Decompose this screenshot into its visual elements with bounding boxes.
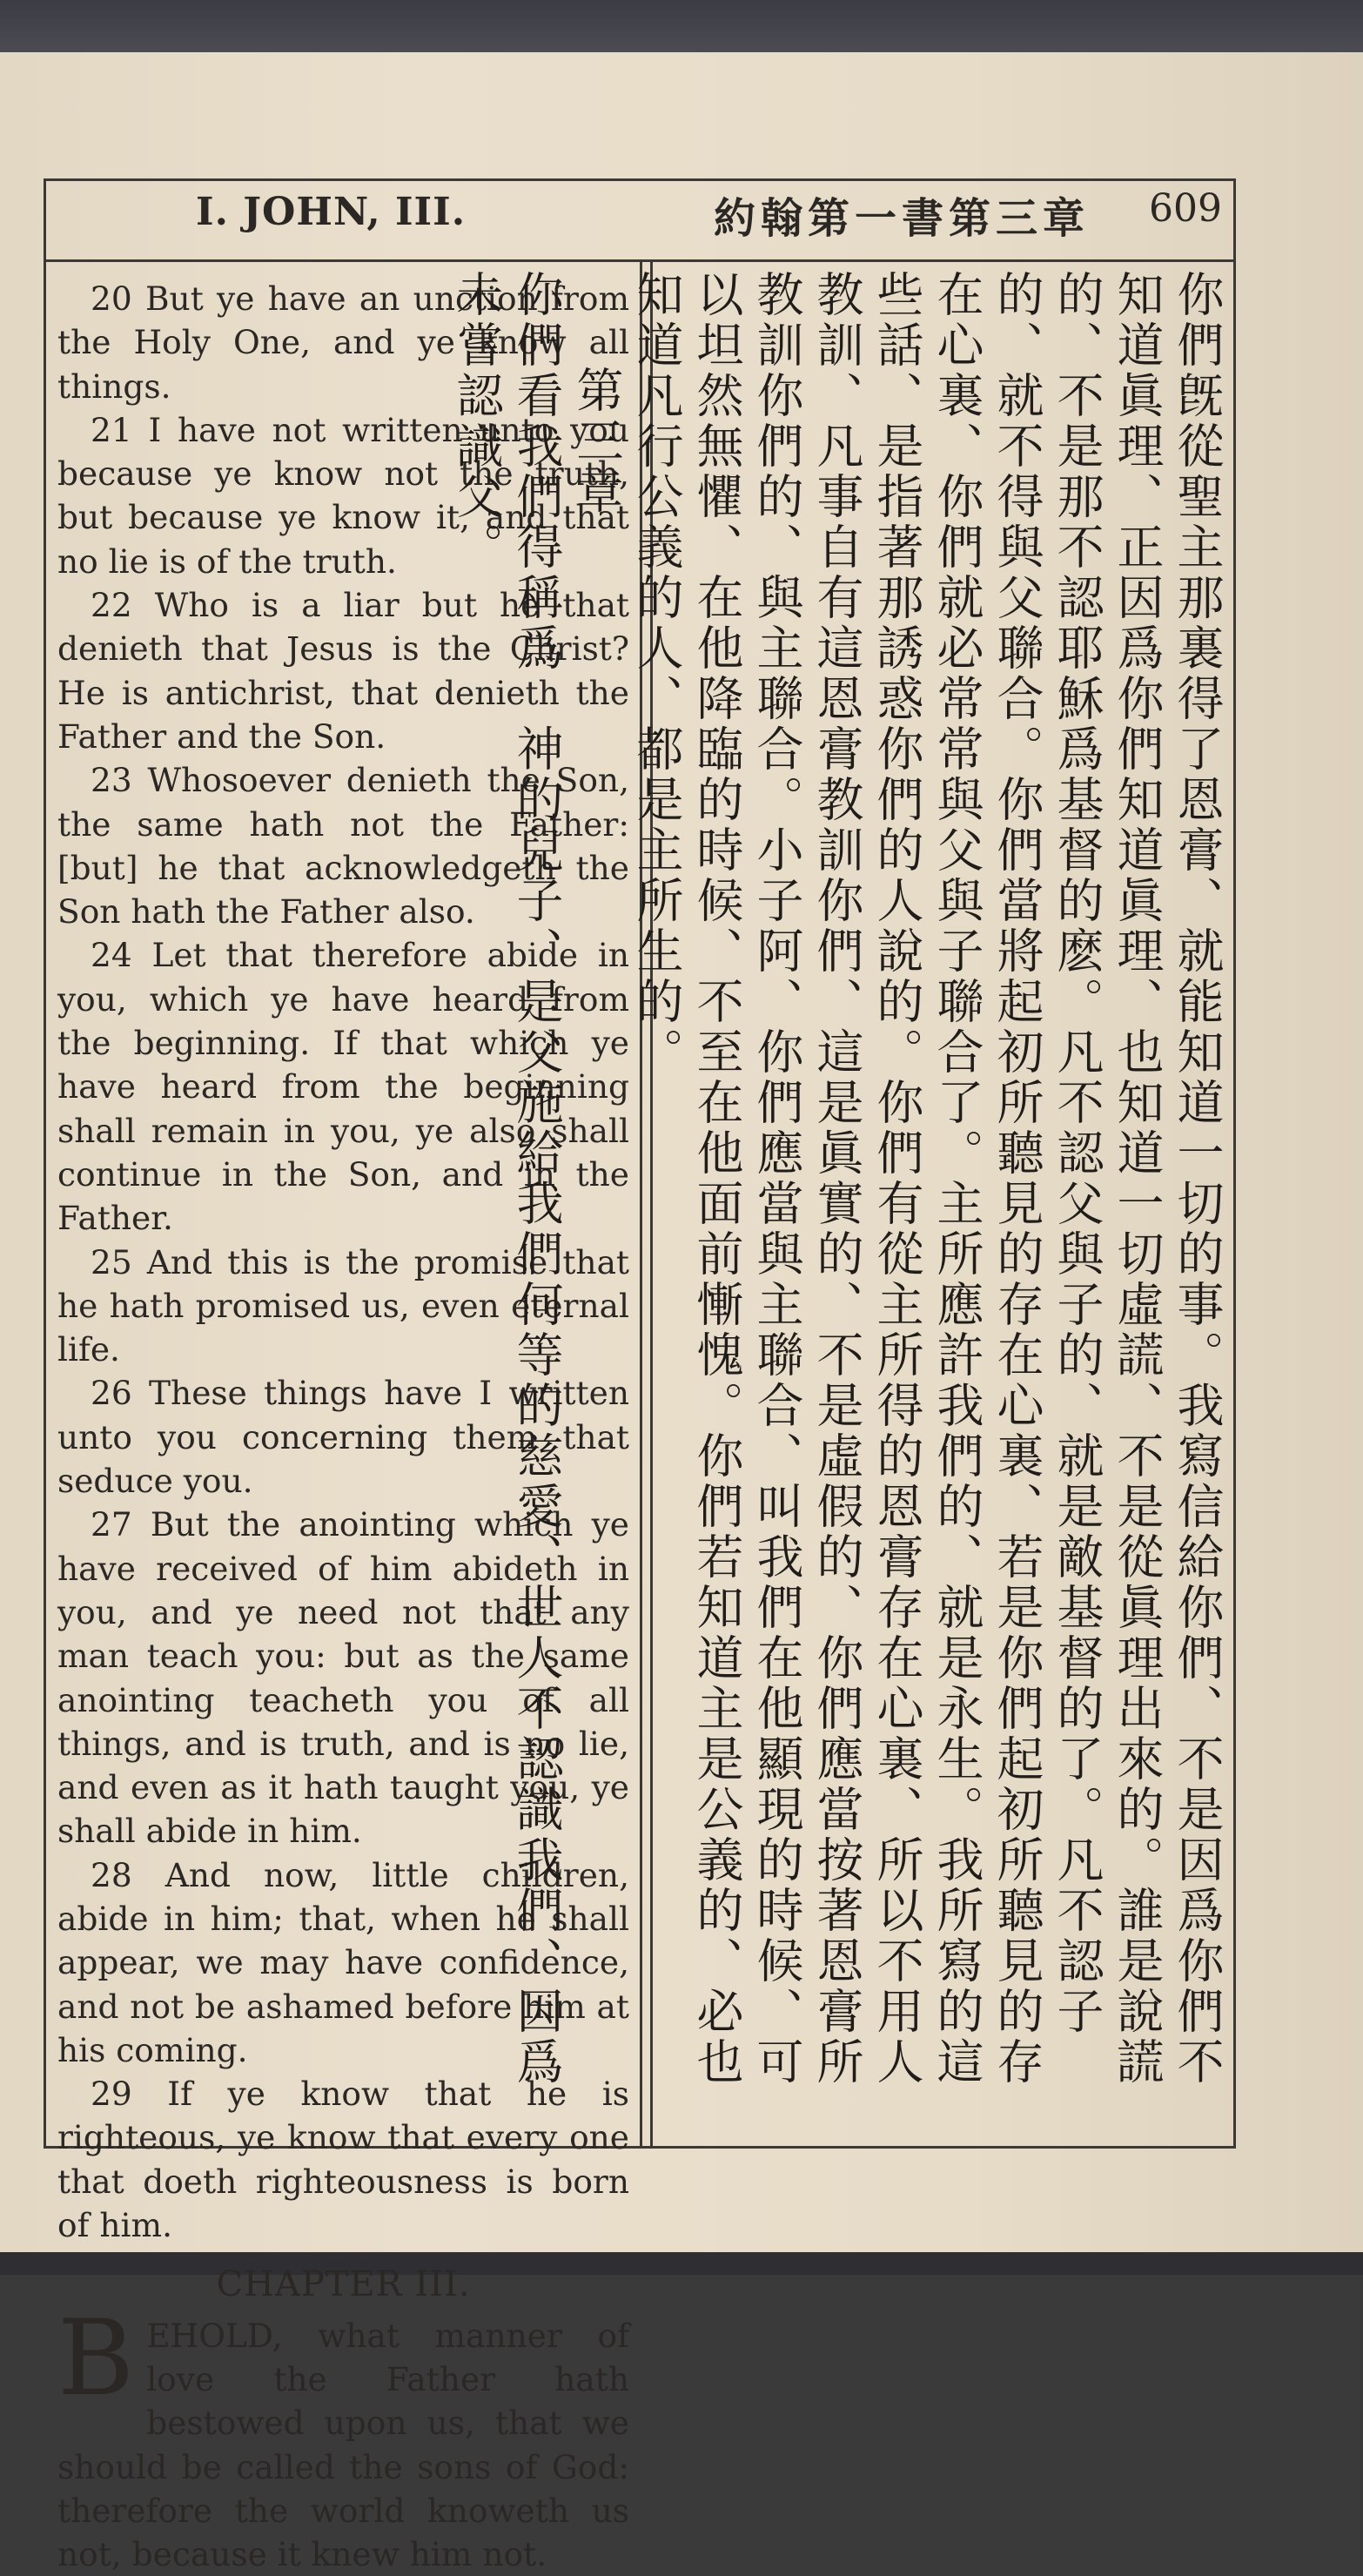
chapter-heading: CHAPTER III. [216, 2264, 471, 2305]
verse-22: 22 Who is a liar but he that denieth that Jesus is the Christ? He is antichrist, that denieth the Father and the Son. [57, 586, 629, 756]
drop-cap: B [57, 2297, 135, 2419]
running-head-chinese: 約翰第一書第三章 [714, 194, 1091, 243]
verse-28: 28 And now, little children, abide in him; that, when he shall appear, we may have confidence, and not be ashamed before him at his coming. [57, 1855, 629, 2069]
verse-23: 23 Whosoever denieth the Son, the same hath not the Father: [but] he that acknowledgeth the Son hath the Father also. [57, 761, 629, 932]
verse-25: 25 And this is the promise that he hath promised us, even eternal life. [57, 1242, 629, 1369]
chapter-verse-1-text: EHOLD, what manner of love the Father hath bestowed upon us, that we should be called the sons of God: therefore the world knoweth us not, because it knew him not. [57, 2316, 629, 2574]
verse-26: 26 These things have I written unto you concerning them that seduce you. [57, 1374, 629, 1501]
chinese-chapter-title: 第三章 [569, 366, 624, 517]
book-edge-top [0, 0, 1363, 52]
chinese-chapter-text: 你們看我們得稱爲 神的兒子、是父施給我們何等的慈愛、世人不認識我們、因爲未嘗認識父。 [449, 270, 564, 2088]
verse-24: 24 Let that therefore abide in you, which ye have heard from the beginning. If that which ye have heard from the beginning shall remain in you, ye also shall continue in the Son, and in the Father. [57, 936, 629, 1238]
verse-27: 27 But the anointing which ye have received of him abideth in you, and ye need not that any man teach you: but as the same anointing teacheth you of all things, and is truth, and is no lie, and even as it hath taught you, ye shall abide in him. [57, 1505, 629, 1851]
chinese-column [449, 270, 1227, 2133]
verse-21: 21 I have not written unto you because ye know not the truth, but because ye know it, and that no lie is of the truth. [57, 410, 629, 581]
verse-29: 29 If ye know that he is righteous, ye know that every one that doeth righteousness is born of him. [57, 2075, 629, 2245]
chapter-verse-1 [57, 2297, 629, 2576]
page-number: 609 [1149, 186, 1222, 231]
verse-20: 20 But ye have an unction from the Holy One, and ye know all things. [57, 279, 629, 406]
running-head-english: I. JOHN, III. [196, 190, 467, 234]
chinese-verses: 你們旣從聖主那裏得了恩膏、就能知道一切的事。我寫信給你們、不是因爲你們不知道眞理、正因爲你們知道眞理、也知道一切虛謊、不是從眞理出來的。誰是說謊的、不是那不認耶穌爲基督的麽。凡不認父與子的、就是敵基督的了。凡不認子的、就不得與父聯合。你們當將起初所聽見的存在心裏、若是你們起初所聽見的存在心裏、你們就必常常與父與子聯合了。主所應許我們的、就是永生。我所寫的這些話、是指著那誘惑你們的人說的。你們有從主所得的恩膏存在心裏、所以不用人教訓、凡事自有這恩膏教訓你們、這是眞實的、不是虛假的、你們應當按著恩膏所教訓你們的、與主聯合。小子阿、你們應當與主聯合、叫我們在他顯現的時候、可以坦然無懼、在他降臨的時候、不至在他面前慚愧。你們若知道主是公義的、必也知道凡行公義的人、都是主所生的。 [629, 270, 1225, 2088]
